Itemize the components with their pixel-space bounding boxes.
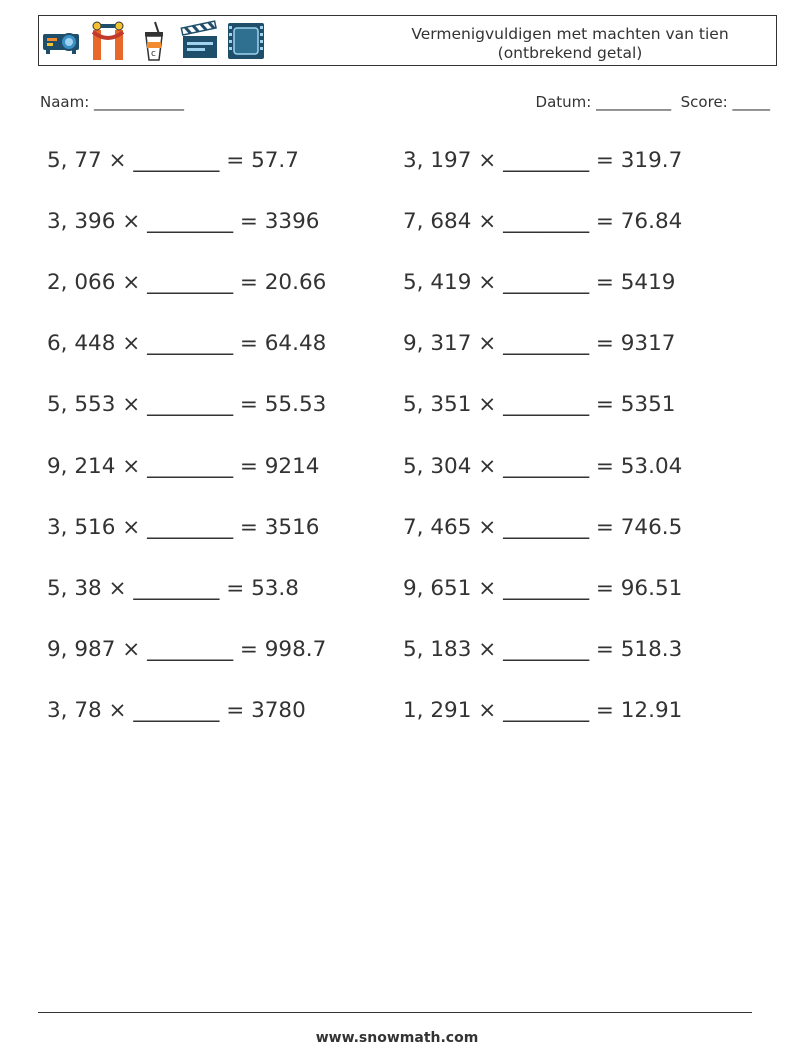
cinema-entrance-icon	[87, 20, 129, 62]
problem-right-4: 9, 317 × ________ = 9317	[403, 331, 676, 357]
date-score-fields	[536, 93, 770, 111]
projector-icon	[41, 20, 83, 62]
clapperboard-icon	[179, 20, 221, 62]
footer-url: www.snowmath.com	[315, 1030, 479, 1046]
problem-left-3: 2, 066 × ________ = 20.66	[47, 270, 327, 296]
problem-left-9: 9, 987 × ________ = 998.7	[47, 636, 327, 662]
problem-left-7: 3, 516 × ________ = 3516	[47, 514, 320, 540]
film-frame-icon	[225, 20, 267, 62]
worksheet-title	[390, 25, 750, 63]
problem-left-10: 3, 78 × ________ = 3780	[47, 697, 306, 723]
problem-right-1: 3, 197 × ________ = 319.7	[403, 148, 683, 173]
problem-left-2: 3, 396 × ________ = 3396	[47, 209, 320, 235]
problem-right-8: 9, 651 × ________ = 96.51	[403, 575, 683, 601]
problem-right-10: 1, 291 × ________ = 12.91	[403, 697, 683, 723]
name-field: Naam: ____________	[40, 93, 185, 111]
problem-left-5: 5, 553 × ________ = 55.53	[47, 392, 327, 418]
footer-divider	[38, 1012, 752, 1013]
problem-right-6: 5, 304 × ________ = 53.04	[403, 453, 683, 479]
date-field: Datum: __________	[535, 93, 672, 111]
worksheet-header	[38, 15, 777, 66]
header-icons	[41, 20, 271, 62]
problem-right-9: 5, 183 × ________ = 518.3	[403, 636, 683, 662]
title-line-2: (ontbrekend getal)	[497, 44, 643, 62]
problem-left-1: 5, 77 × ________ = 57.7	[47, 148, 299, 173]
problem-right-5: 5, 351 × ________ = 5351	[403, 392, 676, 418]
svg-text:c: c	[151, 49, 156, 59]
title-line-1: Vermenigvuldigen met machten van tien	[411, 25, 729, 43]
problem-right-2: 7, 684 × ________ = 76.84	[403, 209, 683, 235]
problem-left-8: 5, 38 × ________ = 53.8	[47, 575, 299, 601]
problem-left-4: 6, 448 × ________ = 64.48	[47, 331, 327, 357]
problem-right-7: 7, 465 × ________ = 746.5	[403, 514, 683, 540]
problem-left-6: 9, 214 × ________ = 9214	[47, 453, 320, 479]
problem-right-3: 5, 419 × ________ = 5419	[403, 270, 676, 296]
soda-cup-icon	[133, 20, 175, 62]
score-field: Score: _____	[680, 93, 770, 111]
